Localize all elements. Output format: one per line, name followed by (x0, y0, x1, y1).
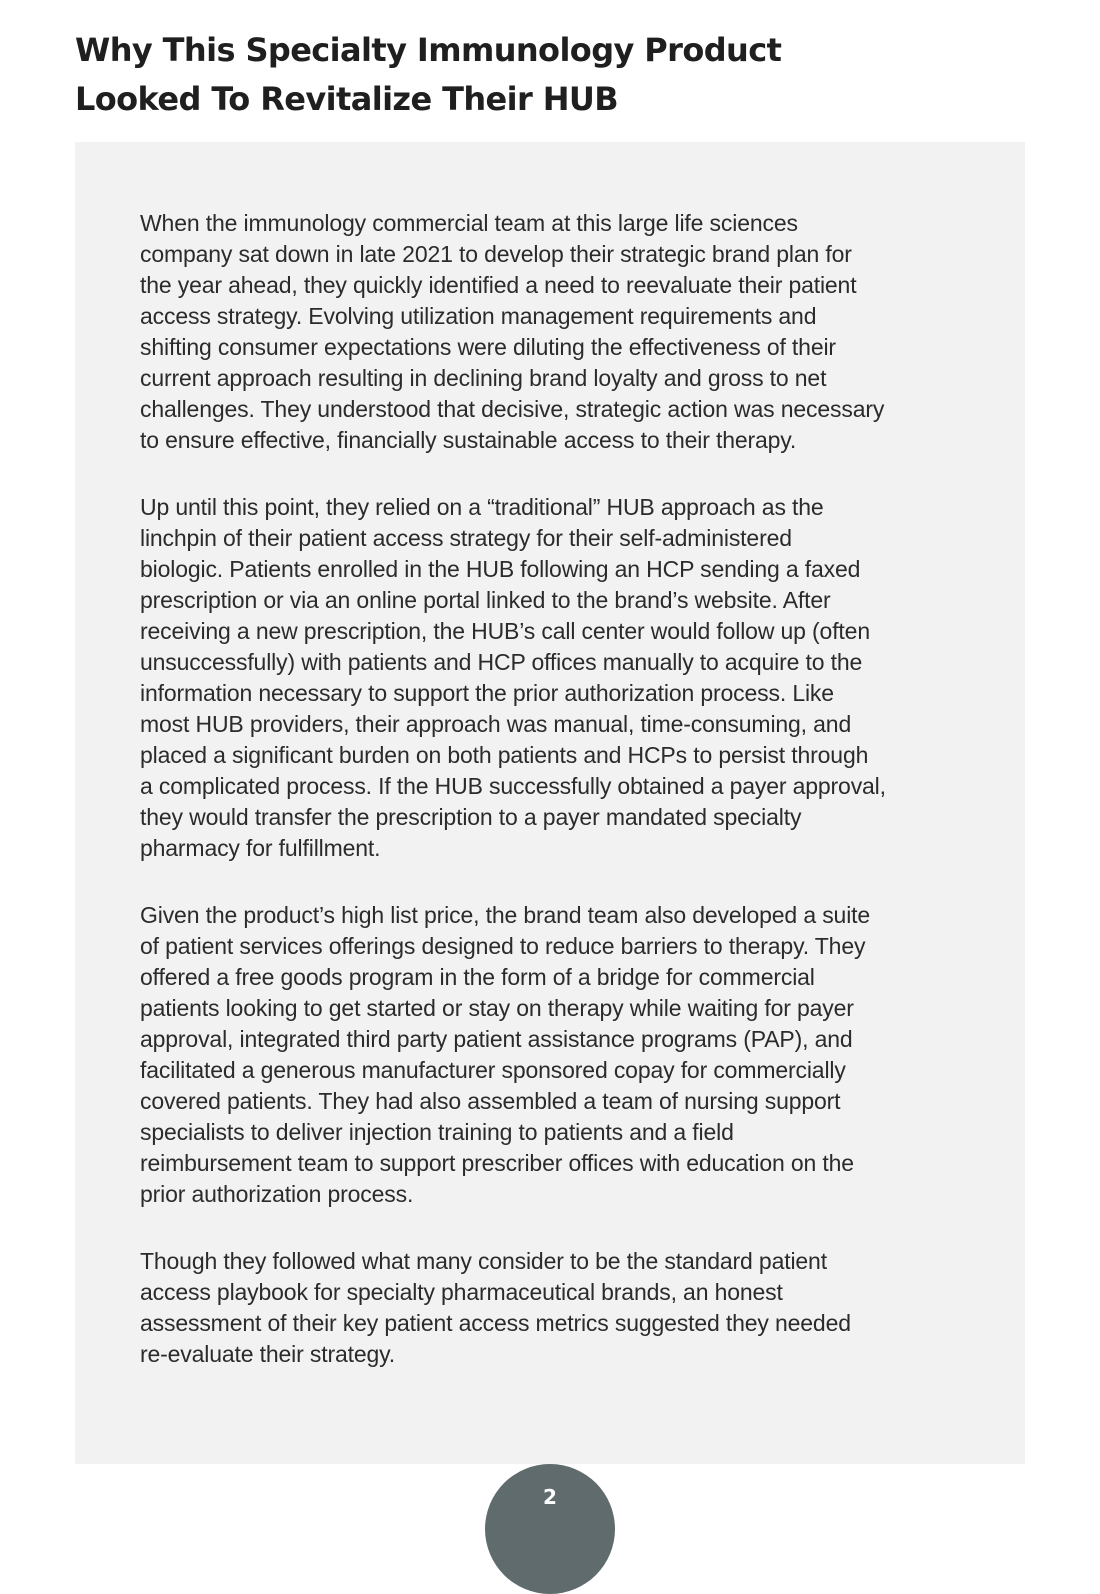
text-line: they would transfer the prescription to a payer mandated specialty (140, 804, 802, 830)
text-line: of patient services offerings designed to reduce barriers to therapy. They (140, 933, 866, 959)
page-title (75, 26, 975, 124)
text-line: Though they followed what many consider to be the standard patient (140, 1248, 827, 1274)
text-line: access strategy. Evolving utilization management requirements and (140, 303, 817, 329)
text-line: shifting consumer expectations were diluting the effectiveness of their (140, 334, 836, 360)
text-line: a complicated process. If the HUB successfully obtained a payer approval, (140, 773, 886, 799)
text-line: unsuccessfully) with patients and HCP offices manually to acquire to the (140, 649, 863, 675)
text-line: to ensure effective, financially sustainable access to their therapy. (140, 427, 797, 453)
text-line: prescription or via an online portal linked to the brand’s website. After (140, 587, 831, 613)
text-line: offered a free goods program in the form of a bridge for commercial (140, 964, 815, 990)
page-title-line: Why This Specialty Immunology Product (75, 31, 782, 69)
text-line: specialists to deliver injection training to patients and a field (140, 1119, 734, 1145)
text-line: receiving a new prescription, the HUB’s call center would follow up (often (140, 618, 870, 644)
text-line: patients looking to get started or stay on therapy while waiting for payer (140, 995, 854, 1021)
text-line: Given the product’s high list price, the brand team also developed a suite (140, 902, 871, 928)
text-line: linchpin of their patient access strategy for their self-administered (140, 525, 792, 551)
text-line: challenges. They understood that decisive, strategic action was necessary (140, 396, 885, 422)
text-line: pharmacy for fulfillment. (140, 835, 381, 861)
article-body (140, 208, 970, 1406)
text-line: most HUB providers, their approach was manual, time-consuming, and (140, 711, 852, 737)
paragraph-4 (140, 1246, 970, 1370)
text-line: reimbursement team to support prescriber offices with education on the (140, 1150, 854, 1176)
text-line: assessment of their key patient access metrics suggested they needed (140, 1310, 851, 1336)
text-line: access playbook for specialty pharmaceutical brands, an honest (140, 1279, 783, 1305)
paragraph-2 (140, 492, 970, 864)
text-line: placed a significant burden on both patients and HCPs to persist through (140, 742, 869, 768)
paragraph-1 (140, 208, 970, 456)
text-line: company sat down in late 2021 to develop their strategic brand plan for (140, 241, 852, 267)
text-line: Up until this point, they relied on a “traditional” HUB approach as the (140, 494, 824, 520)
page-title-line: Looked To Revitalize Their HUB (75, 80, 619, 118)
text-line: the year ahead, they quickly identified a need to reevaluate their patient (140, 272, 857, 298)
paragraph-3 (140, 900, 970, 1210)
text-line: information necessary to support the prior authorization process. Like (140, 680, 834, 706)
text-line: facilitated a generous manufacturer sponsored copay for commercially (140, 1057, 846, 1083)
text-line: approval, integrated third party patient assistance programs (PAP), and (140, 1026, 853, 1052)
text-line: current approach resulting in declining brand loyalty and gross to net (140, 365, 827, 391)
text-line: When the immunology commercial team at this large life sciences (140, 210, 798, 236)
text-line: prior authorization process. (140, 1181, 414, 1207)
text-line: biologic. Patients enrolled in the HUB following an HCP sending a faxed (140, 556, 861, 582)
text-line: covered patients. They had also assembled a team of nursing support (140, 1088, 841, 1114)
page-number: 2 (543, 1485, 557, 1509)
text-line: re-evaluate their strategy. (140, 1341, 396, 1367)
